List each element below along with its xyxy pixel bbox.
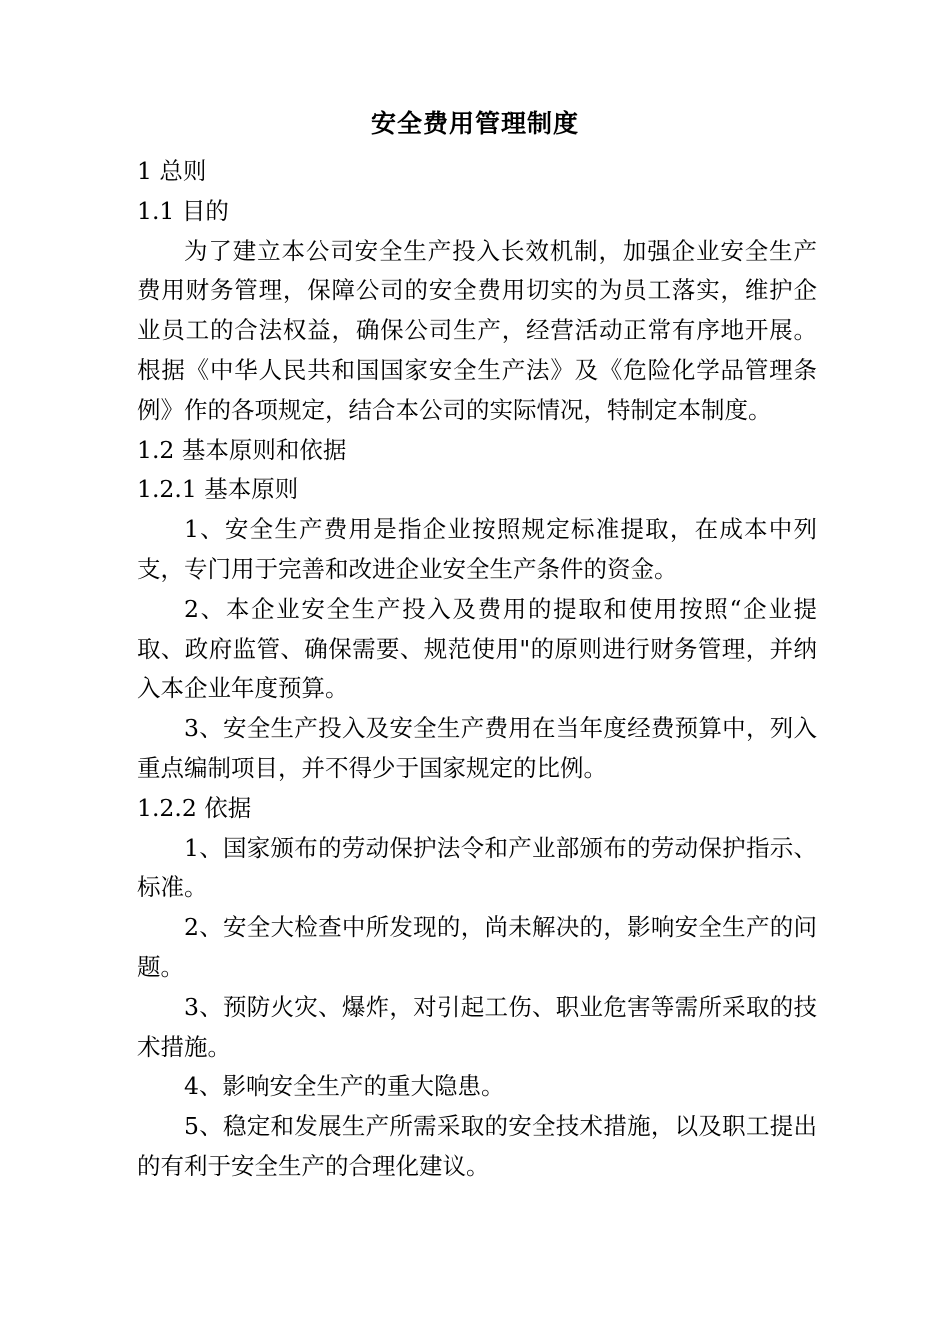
paragraph-basis-4: 4、影响安全生产的重大隐患。 [184, 1072, 505, 1101]
section-heading-purpose: 1.1 目的 [137, 196, 229, 225]
section-heading-general: 1 总则 [137, 157, 207, 185]
section-heading-principles-basis: 1.2 基本原则和依据 [137, 435, 347, 464]
paragraph-purpose: 为了建立本公司安全生产投入长效机制，加强企业安全生产费用财务管理，保障公司的安全费用切实的为员工落实，维护企业员工的合法权益，确保公司生产，经营活动正常有序地开展。根据《中华人民共和国国家安全生产法》及《危险化学品管理条例》作的各项规定，结合本公司的实际情况，特制定本制度。 [137, 236, 817, 424]
section-heading-basis: 1.2.2 依据 [137, 793, 252, 822]
paragraph-principle-2: 2、本企业安全生产投入及费用的提取和使用按照“企业提取、政府监管、确保需要、规范使用"的原则进行财务管理，并纳入本企业年度预算。 [137, 594, 817, 703]
document-title: 安全费用管理制度 [370, 109, 579, 138]
paragraph-basis-1: 1、国家颁布的劳动保护法令和产业部颁布的劳动保护指示、标准。 [137, 833, 817, 902]
paragraph-basis-3: 3、预防火灾、爆炸，对引起工伤、职业危害等需所采取的技术措施。 [137, 992, 817, 1061]
paragraph-principle-3: 3、安全生产投入及安全生产费用在当年度经费预算中，列入重点编制项目，并不得少于国家规定的比例。 [137, 714, 817, 782]
paragraph-principle-1: 1、安全生产费用是指企业按照规定标准提取，在成本中列支，专门用于完善和改进企业安全生产条件的资金。 [137, 515, 817, 583]
paragraph-basis-2: 2、安全大检查中所发现的，尚未解决的，影响安全生产的问题。 [137, 913, 817, 981]
section-heading-basic-principles: 1.2.1 基本原则 [137, 475, 299, 504]
paragraph-basis-5: 5、稳定和发展生产所需采取的安全技术措施，以及职工提出的有利于安全生产的合理化建议。 [137, 1112, 817, 1180]
document-body [137, 152, 817, 1187]
